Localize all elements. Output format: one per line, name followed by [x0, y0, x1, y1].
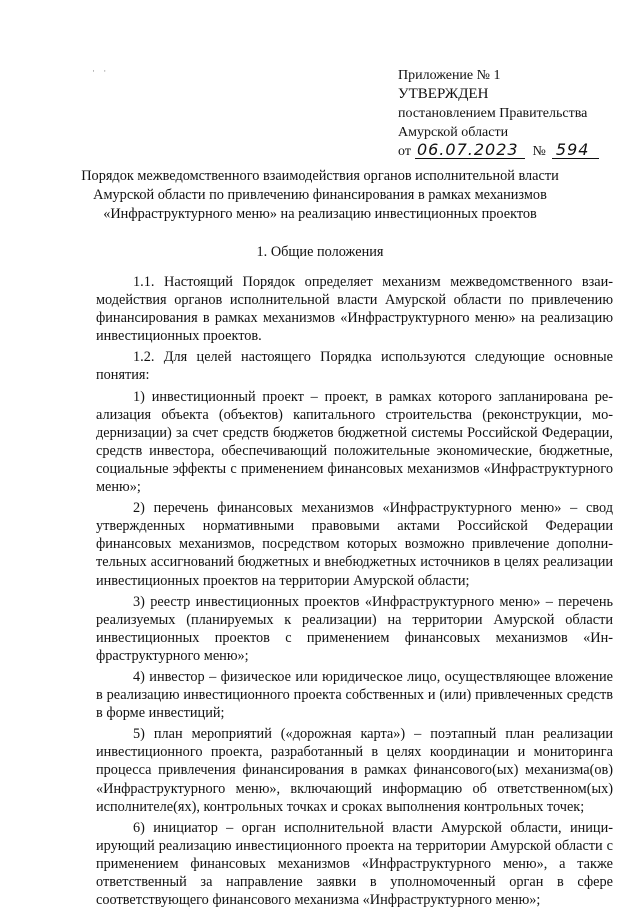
annex-label: Приложение № 1 [398, 68, 501, 83]
date-prefix: от [398, 144, 411, 159]
title-line: «Инфраструктурного меню» на реализацию инвестиционных проектов [103, 206, 537, 222]
handwritten-number: 594 [552, 142, 600, 159]
number-sign: № [532, 144, 546, 159]
region-label: Амурской области [398, 125, 509, 140]
date-number-line [398, 142, 628, 161]
decree-label: постановлением Правительства [398, 106, 588, 121]
title-line: Порядок межведомственного взаимодействия органов исполнительной власти [81, 168, 559, 184]
approved-label: УТВЕРЖДЕН [398, 86, 489, 102]
section-body [96, 273, 613, 909]
paragraph: 6) инициатор – орган исполнительной власти Амурской области, инициирующий реализацию инвестиционного проекта на территории Амурской области с применением финансовых механизмов «Инфраструктурного меню», а также ответственный за направление заявки в уполномоченный орган в сфере соответствующего финансового механизма «Инфраструктурного меню»; [96, 819, 613, 909]
paragraph: 2) перечень финансовых механизмов «Инфраструктурного меню» – свод утвержденных нормативными правовыми актами Российской Федерации финансовых механизмов, посредством которых возможно привлечение дополнительных ассигнований бюджетных и внебюджетных источников в целях реализации инвестиционных проектов на территории Амурской области; [96, 500, 613, 589]
section-heading: 1. Общие положения [256, 244, 384, 260]
paragraph: 5) план мероприятий («дорожная карта») – поэтапный план реализации инвестиционного проекта, разработанный в целях координации и мониторинга процесса привлечения финансирования в рамках финансового(ых) механизма(ов) «Инфраструктурного меню», включающий информацию об ответственном(ых) исполнителе(ях), контрольных точках и сроках выполнения контрольных точек; [96, 726, 613, 815]
title-line: Амурской области по привлечению финансирования в рамках механизмов [93, 187, 547, 203]
handwritten-date: 06.07.2023 [415, 142, 525, 159]
paragraph: 3) реестр инвестиционных проектов «Инфраструктурного меню» – перечень реализуемых (планируемых к реализации) на территории Амурской области инвестиционных проектов с применением финансовых механизмов «Инфраструктурного меню»; [96, 593, 613, 664]
paragraph: 1.2. Для целей настоящего Порядка используются следующие основные понятия: [96, 349, 613, 384]
approval-stamp-block [398, 66, 628, 161]
paragraph: 4) инвестор – физическое или юридическое лицо, осуществляющее вложение в реализацию инвестиционного проекта собственных и (или) привлеченных средств в форме инвестиций; [96, 668, 613, 722]
paragraph: 1.1. Настоящий Порядок определяет механизм межведомственного взаимодействия органов исполнительной власти Амурской области по привлечению финансирования в рамках механизмов «Инфраструктурного меню» на реализацию инвестиционных проектов. [96, 274, 613, 345]
paragraph: 1) инвестиционный проект – проект, в рамках которого запланирована реализация объекта (объектов) капитального строительства (реконструкции, модернизации) за счет средств бюджетов бюджетной системы Российской Федерации, средств инвестора, обеспечивающий положительные экономические, бюджетные, социальные эффекты с применением финансовых механизмов «Инфраструктурного меню»; [96, 388, 613, 496]
scan-artifact: · · [92, 66, 110, 76]
document-title [60, 167, 580, 224]
